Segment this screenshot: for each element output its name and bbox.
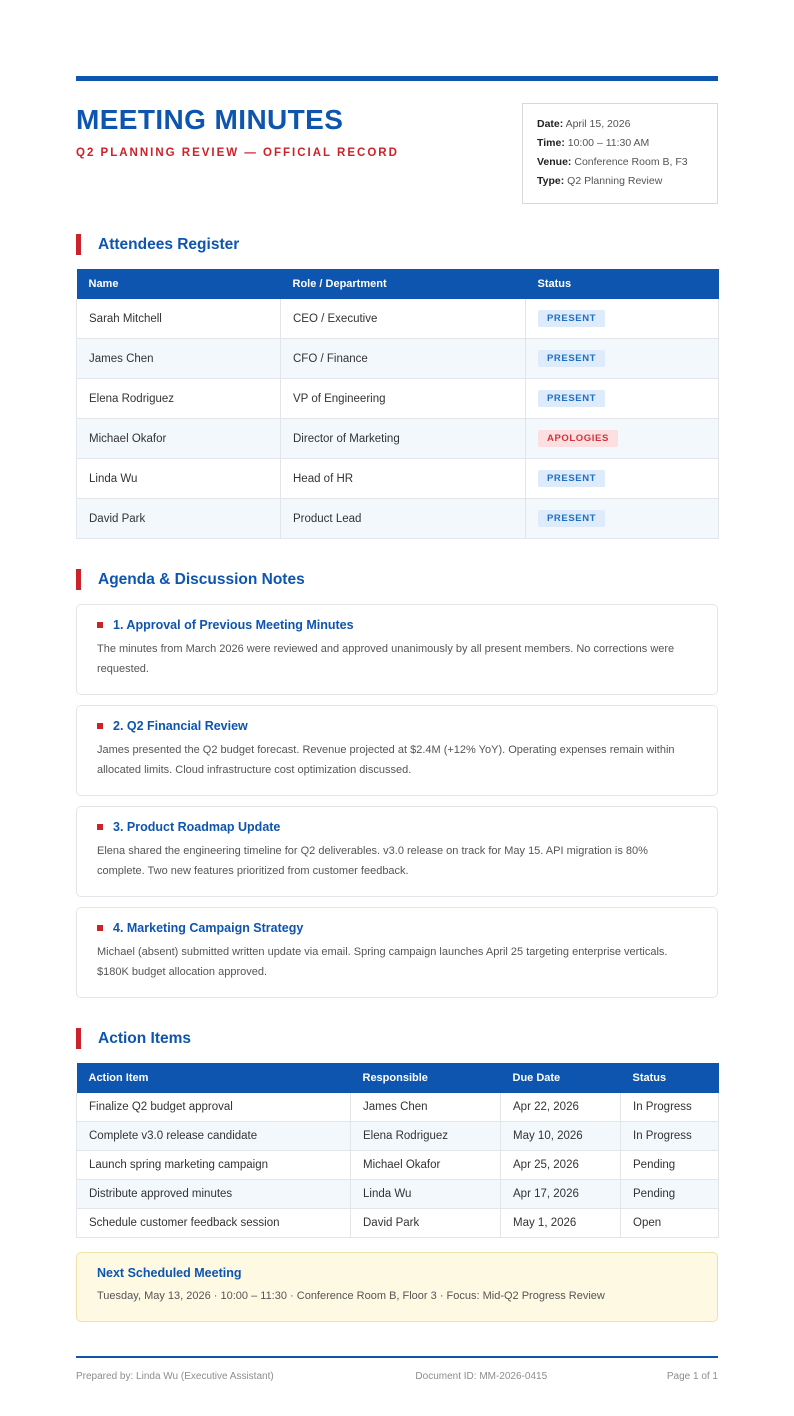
section-title-actions: Action Items bbox=[98, 1029, 192, 1047]
agenda-card-header bbox=[97, 921, 697, 935]
footer-page-number: Page 1 of 1 bbox=[666, 1371, 718, 1382]
status-badge: PRESENT bbox=[538, 350, 605, 367]
table-row bbox=[77, 1209, 719, 1238]
attendee-status-cell bbox=[526, 299, 719, 339]
column-header-role: Role / Department bbox=[281, 269, 526, 299]
meta-label-venue: Venue: bbox=[537, 156, 572, 168]
document-footer bbox=[76, 1358, 718, 1382]
action-item-owner: David Park bbox=[351, 1209, 501, 1238]
section-accent-bar bbox=[76, 234, 81, 255]
footer-prepared-by: Prepared by: Linda Wu (Executive Assistant) bbox=[76, 1371, 274, 1382]
action-items-table-body bbox=[77, 1093, 719, 1238]
meta-label-type: Type: bbox=[537, 175, 565, 187]
agenda-card bbox=[76, 806, 718, 897]
action-item-due-date: May 10, 2026 bbox=[501, 1122, 621, 1151]
attendee-role: VP of Engineering bbox=[281, 379, 526, 419]
square-bullet-icon bbox=[97, 622, 103, 628]
meta-label-date: Date: bbox=[537, 118, 564, 130]
next-meeting-box bbox=[76, 1252, 718, 1322]
square-bullet-icon bbox=[97, 824, 103, 830]
meta-value-venue: Conference Room B, F3 bbox=[574, 156, 688, 168]
action-item-status: Open bbox=[621, 1209, 719, 1238]
agenda-item-body: James presented the Q2 budget forecast. Revenue projected at $2.4M (+12% YoY). Operating expenses remain within allocated limits. Cloud infrastructure cost optimization discussed. bbox=[97, 744, 675, 776]
action-item-owner: Elena Rodriguez bbox=[351, 1122, 501, 1151]
attendee-name: Elena Rodriguez bbox=[77, 379, 281, 419]
square-bullet-icon bbox=[97, 925, 103, 931]
attendee-name: David Park bbox=[77, 499, 281, 539]
status-badge: PRESENT bbox=[538, 310, 605, 327]
action-item-due-date: Apr 25, 2026 bbox=[501, 1151, 621, 1180]
table-row bbox=[77, 499, 719, 539]
column-header-responsible: Responsible bbox=[351, 1063, 501, 1093]
table-header-row bbox=[77, 269, 719, 299]
agenda-item-body: Michael (absent) submitted written update via email. Spring campaign launches April 25 targeting enterprise verticals. $180K budget allocation approved. bbox=[97, 946, 668, 978]
attendees-table bbox=[76, 269, 719, 539]
section-heading-attendees bbox=[76, 234, 718, 255]
attendee-role: CFO / Finance bbox=[281, 339, 526, 379]
meta-row-date bbox=[537, 115, 703, 134]
status-badge: PRESENT bbox=[538, 510, 605, 527]
attendee-status-cell bbox=[526, 379, 719, 419]
agenda-item-title: 2. Q2 Financial Review bbox=[113, 719, 248, 733]
next-meeting-detail: Tuesday, May 13, 2026 · 10:00 – 11:30 · Conference Room B, Floor 3 · Focus: Mid-Q2 Progress Review bbox=[97, 1290, 605, 1302]
meta-row-time bbox=[537, 134, 703, 153]
attendee-role: Product Lead bbox=[281, 499, 526, 539]
column-header-status: Status bbox=[621, 1063, 719, 1093]
table-row bbox=[77, 1151, 719, 1180]
status-badge: PRESENT bbox=[538, 390, 605, 407]
action-items-table-head bbox=[77, 1063, 719, 1093]
action-item-status: Pending bbox=[621, 1151, 719, 1180]
next-meeting-title: Next Scheduled Meeting bbox=[97, 1266, 242, 1280]
table-row bbox=[77, 339, 719, 379]
section-heading-agenda bbox=[76, 569, 718, 590]
attendee-name: Linda Wu bbox=[77, 459, 281, 499]
agenda-list bbox=[76, 604, 718, 998]
action-item-status: In Progress bbox=[621, 1122, 719, 1151]
action-item-due-date: Apr 22, 2026 bbox=[501, 1093, 621, 1122]
agenda-card bbox=[76, 907, 718, 998]
table-row bbox=[77, 299, 719, 339]
table-row bbox=[77, 1122, 719, 1151]
action-item-description: Schedule customer feedback session bbox=[77, 1209, 351, 1238]
attendee-status-cell bbox=[526, 419, 719, 459]
attendee-role: Head of HR bbox=[281, 459, 526, 499]
attendee-name: Sarah Mitchell bbox=[77, 299, 281, 339]
document-page bbox=[76, 76, 718, 1382]
agenda-item-title: 4. Marketing Campaign Strategy bbox=[113, 921, 304, 935]
action-item-status: In Progress bbox=[621, 1093, 719, 1122]
agenda-item-title: 3. Product Roadmap Update bbox=[113, 820, 281, 834]
table-row bbox=[77, 1093, 719, 1122]
action-item-owner: Linda Wu bbox=[351, 1180, 501, 1209]
page-subtitle: Q2 PLANNING REVIEW — OFFICIAL RECORD bbox=[76, 146, 399, 159]
attendee-name: James Chen bbox=[77, 339, 281, 379]
attendee-role: CEO / Executive bbox=[281, 299, 526, 339]
section-accent-bar bbox=[76, 1028, 81, 1049]
action-item-description: Distribute approved minutes bbox=[77, 1180, 351, 1209]
meta-label-time: Time: bbox=[537, 137, 565, 149]
meeting-meta-box bbox=[522, 103, 718, 204]
agenda-item-body: Elena shared the engineering timeline for Q2 deliverables. v3.0 release on track for May 15. API migration is 80% complete. Two new features prioritized from customer feedback. bbox=[97, 845, 648, 877]
header-top-rule bbox=[76, 76, 718, 81]
square-bullet-icon bbox=[97, 723, 103, 729]
column-header-action-item: Action Item bbox=[77, 1063, 351, 1093]
section-accent-bar bbox=[76, 569, 81, 590]
agenda-card-header bbox=[97, 618, 697, 632]
agenda-card bbox=[76, 705, 718, 796]
attendee-status-cell bbox=[526, 499, 719, 539]
table-row bbox=[77, 1180, 719, 1209]
table-row bbox=[77, 459, 719, 499]
meta-row-venue bbox=[537, 153, 703, 172]
action-item-due-date: May 1, 2026 bbox=[501, 1209, 621, 1238]
table-row bbox=[77, 379, 719, 419]
agenda-item-body: The minutes from March 2026 were reviewed and approved unanimously by all present members. No corrections were requested. bbox=[97, 643, 675, 675]
status-badge: APOLOGIES bbox=[538, 430, 618, 447]
section-title-agenda: Agenda & Discussion Notes bbox=[98, 570, 305, 588]
column-header-due-date: Due Date bbox=[501, 1063, 621, 1093]
attendee-status-cell bbox=[526, 339, 719, 379]
meta-row-type bbox=[537, 172, 703, 191]
section-title-attendees: Attendees Register bbox=[98, 235, 240, 253]
action-item-owner: Michael Okafor bbox=[351, 1151, 501, 1180]
table-row bbox=[77, 419, 719, 459]
action-item-description: Finalize Q2 budget approval bbox=[77, 1093, 351, 1122]
section-heading-actions bbox=[76, 1028, 718, 1049]
attendee-name: Michael Okafor bbox=[77, 419, 281, 459]
agenda-item-title: 1. Approval of Previous Meeting Minutes bbox=[113, 618, 354, 632]
agenda-card-header bbox=[97, 820, 697, 834]
column-header-name: Name bbox=[77, 269, 281, 299]
status-badge: PRESENT bbox=[538, 470, 605, 487]
attendees-table-head bbox=[77, 269, 719, 299]
action-item-due-date: Apr 17, 2026 bbox=[501, 1180, 621, 1209]
footer-document-id: Document ID: MM-2026-0415 bbox=[415, 1371, 548, 1382]
meta-value-date: April 15, 2026 bbox=[565, 118, 631, 130]
meta-value-type: Q2 Planning Review bbox=[567, 175, 663, 187]
action-item-description: Complete v3.0 release candidate bbox=[77, 1122, 351, 1151]
document-header bbox=[76, 103, 718, 204]
action-item-description: Launch spring marketing campaign bbox=[77, 1151, 351, 1180]
title-block bbox=[76, 103, 399, 159]
action-item-status: Pending bbox=[621, 1180, 719, 1209]
action-items-table bbox=[76, 1063, 719, 1238]
agenda-card bbox=[76, 604, 718, 695]
attendees-table-body bbox=[77, 299, 719, 539]
column-header-status: Status bbox=[526, 269, 719, 299]
meta-value-time: 10:00 – 11:30 AM bbox=[567, 137, 650, 149]
agenda-card-header bbox=[97, 719, 697, 733]
table-header-row bbox=[77, 1063, 719, 1093]
attendee-status-cell bbox=[526, 459, 719, 499]
action-item-owner: James Chen bbox=[351, 1093, 501, 1122]
attendee-role: Director of Marketing bbox=[281, 419, 526, 459]
page-title: MEETING MINUTES bbox=[76, 104, 344, 135]
